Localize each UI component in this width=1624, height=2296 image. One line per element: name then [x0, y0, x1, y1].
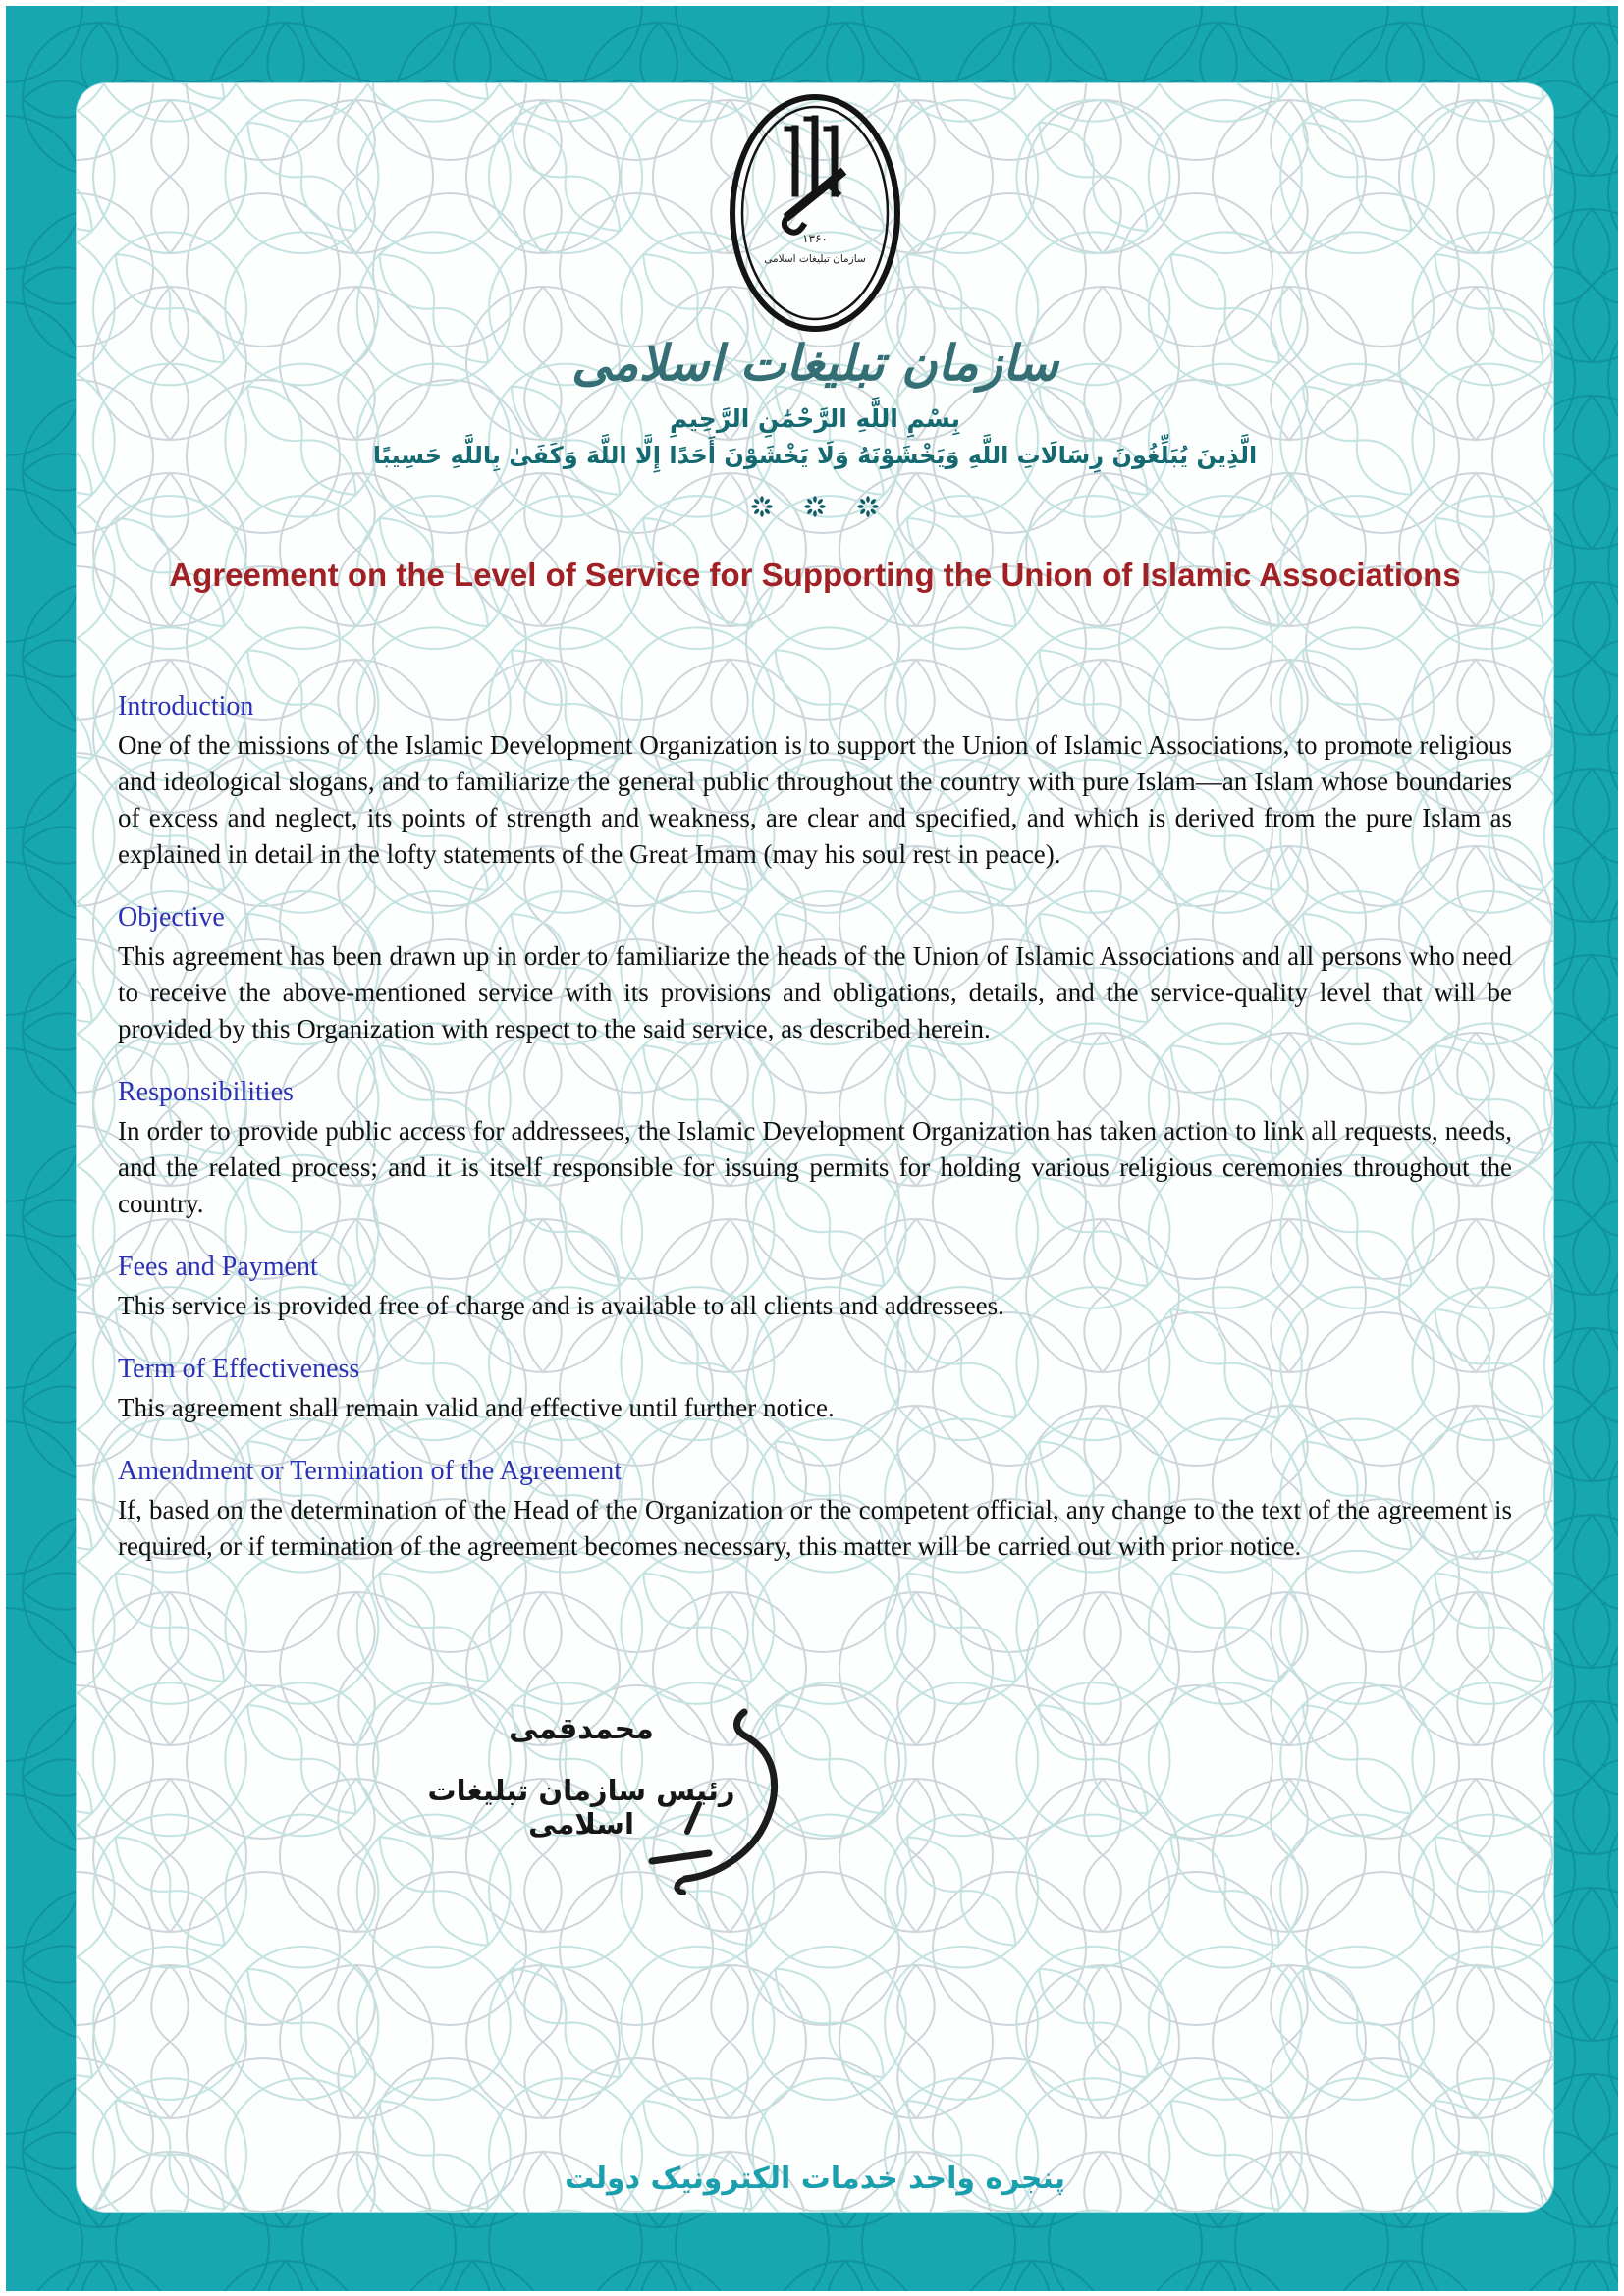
- section-amendment-or-termination: [118, 1454, 1512, 1565]
- signature-block: [375, 1712, 787, 1841]
- allah-calligraphy-mark: [785, 119, 840, 233]
- ornament-row: [118, 496, 1512, 522]
- section-fees-and-payment: [118, 1250, 1512, 1324]
- flower-ornament-icon: [857, 496, 879, 522]
- section-heading: Objective: [118, 902, 225, 933]
- section-term-of-effectiveness: [118, 1352, 1512, 1426]
- section-body: One of the missions of the Islamic Development Organization is to support the Union of Islamic Associations, to promote religious and ideological slogans, and to familiarize the general public throughout the country with pure Islam—an Islam whose boundaries of excess and neglect, its points of strength and weakness, are clear and specified, and which is derived from the pure Islam as explained in detail in the lofty statements of the Great Imam (may his soul rest in peace).: [118, 730, 1512, 869]
- flower-ornament-icon: [751, 496, 773, 522]
- section-responsibilities: [118, 1075, 1512, 1222]
- signatory-title: رئیس سازمان تبلیغات اسلامی: [427, 1774, 735, 1841]
- organization-emblem-logo: [727, 93, 903, 333]
- section-heading: Term of Effectiveness: [118, 1354, 360, 1384]
- section-body: In order to provide public access for addressees, the Islamic Development Organization has taken action to link all requests, needs, and the related process; and it is itself responsible for issuing permits for holding various religious ceremonies throughout the country.: [118, 1116, 1512, 1218]
- section-heading: Amendment or Termination of the Agreement: [118, 1456, 623, 1486]
- section-body: This service is provided free of charge and is available to all clients and addressees.: [118, 1291, 1004, 1320]
- signatory-name: محمدقمی: [509, 1712, 654, 1746]
- section-heading: Responsibilities: [118, 1077, 294, 1107]
- logo-year: ۱۳۶۰: [802, 232, 828, 245]
- section-body: If, based on the determination of the Head of the Organization or the competent official, any change to the text of the agreement is required, or if termination of the agreement becomes necessary, this matter will be carried out with prior notice.: [118, 1495, 1512, 1561]
- section-heading: Introduction: [118, 691, 254, 721]
- section-objective: [118, 900, 1512, 1047]
- logo-org-name-small: سازمان تبلیغات اسلامی: [764, 253, 866, 265]
- agreement-sections: [118, 689, 1512, 1565]
- document-title: Agreement on the Level of Service for Supporting the Union of Islamic Associations: [169, 557, 1461, 593]
- handwritten-signature-icon: [601, 1698, 837, 1895]
- section-body: This agreement has been drawn up in order to familiarize the heads of the Union of Islamic Associations and all persons who need to receive the above-mentioned service with its provisions and obligations, details, and the service-quality level that will be provided by this Organization with respect to the said service, as described herein.: [118, 941, 1512, 1043]
- section-body: This agreement shall remain valid and effective until further notice.: [118, 1393, 835, 1422]
- organization-calligraphy: سازمان تبلیغات اسلامی: [571, 335, 1058, 392]
- document-card: [77, 83, 1553, 2212]
- document-content: [77, 83, 1553, 1841]
- footer-egov-text: پنجره واحد خدمات الکترونیک دولت: [565, 2162, 1065, 2196]
- flower-ornament-icon: [804, 496, 826, 522]
- bismillah-line: بِسْمِ اللَّهِ الرَّحْمَٰنِ الرَّحِيمِ: [670, 404, 960, 433]
- quran-verse-line: الَّذِينَ يُبَلِّغُونَ رِسَالَاتِ اللَّهِ وَيَخْشَوْنَهُ وَلَا يَخْشَوْنَ أَحَدًا إِلَّا اللَّهَ وَكَفَىٰ بِاللَّهِ حَسِيبًا: [372, 442, 1258, 469]
- section-heading: Fees and Payment: [118, 1252, 318, 1282]
- section-introduction: [118, 689, 1512, 873]
